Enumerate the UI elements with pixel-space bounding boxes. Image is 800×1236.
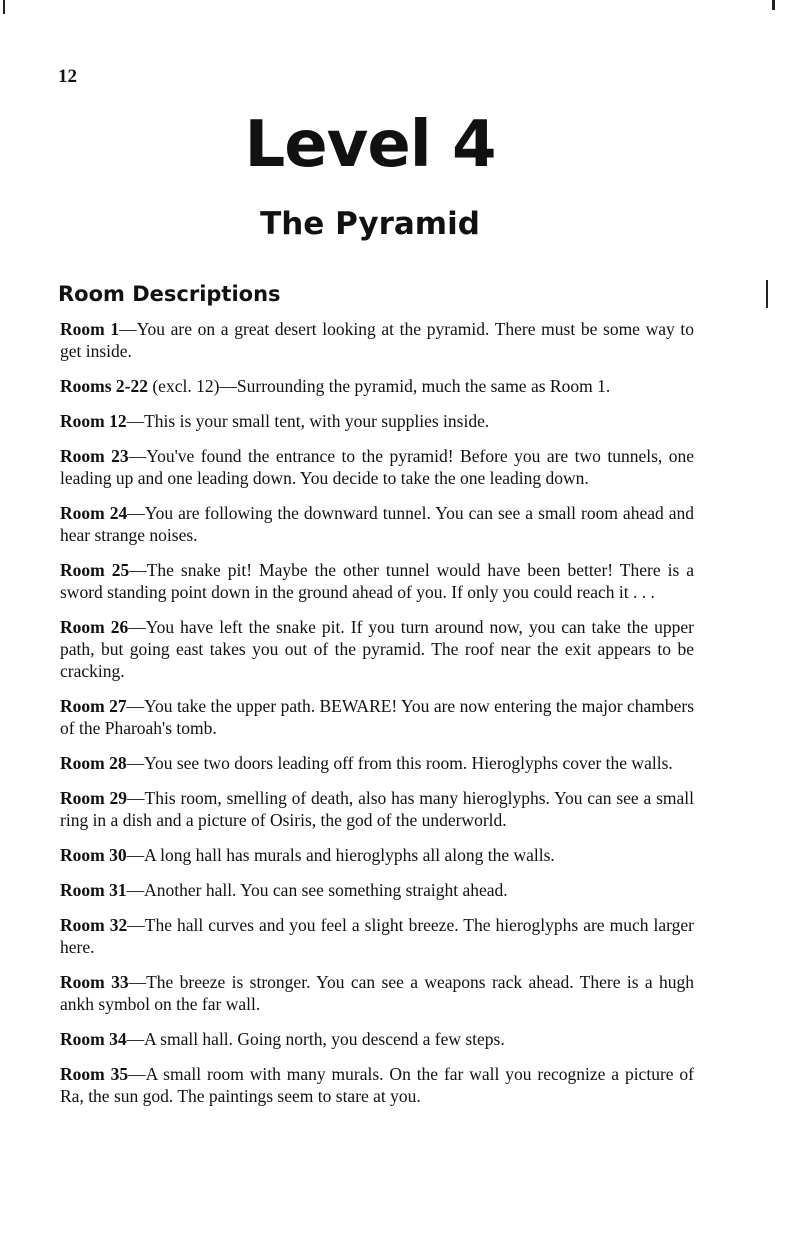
room-description (60, 445, 694, 489)
room-description (60, 695, 694, 739)
room-label: Room 26 (60, 617, 129, 637)
room-label: Room 1 (60, 319, 120, 339)
room-label: Room 31 (60, 880, 127, 900)
scan-edge-mark-margin (766, 280, 768, 308)
room-label: Room 29 (60, 788, 128, 808)
room-text: —Another hall. You can see something straight ahead. (126, 880, 508, 900)
room-text: (excl. 12)—Surrounding the pyramid, much the same as Room 1. (147, 376, 611, 396)
room-label: Room 33 (60, 972, 129, 992)
room-text: —The snake pit! Maybe the other tunnel would have been better! There is a sword standing point down in the ground ahead of you. If only you could reach it . . . (60, 560, 695, 602)
room-label: Room 27 (60, 696, 127, 716)
room-label: Room 30 (60, 845, 127, 865)
room-description (60, 1028, 694, 1050)
room-label: Room 12 (60, 411, 127, 431)
room-label: Room 24 (60, 503, 128, 523)
room-description (60, 844, 694, 866)
room-description (60, 375, 694, 397)
room-description (60, 318, 694, 362)
page-number: 12 (58, 66, 77, 87)
room-description (60, 787, 694, 831)
room-label: Room 34 (60, 1029, 127, 1049)
room-label: Room 35 (60, 1064, 129, 1084)
room-text: —You are on a great desert looking at the pyramid. There must be some way to get inside. (60, 319, 695, 361)
room-text: —You've found the entrance to the pyramid! Before you are two tunnels, one leading up and one leading down. You decide to take the one leading down. (60, 446, 694, 488)
section-heading: Room Descriptions (58, 282, 281, 306)
level-title: Level 4 (244, 108, 496, 182)
room-description (60, 971, 694, 1015)
room-text: —The breeze is stronger. You can see a weapons rack ahead. There is a hugh ankh symbol on the far wall. (60, 972, 694, 1014)
level-subtitle: The Pyramid (260, 206, 480, 242)
room-description (60, 410, 694, 432)
room-description (60, 752, 694, 774)
room-label: Room 32 (60, 915, 128, 935)
room-text: —This room, smelling of death, also has many hieroglyphs. You can see a small ring in a dish and a picture of Osiris, the god of the underworld. (60, 788, 694, 830)
room-text: —You have left the snake pit. If you turn around now, you can take the upper path, but going east takes you out of the pyramid. The roof near the exit appears to be cracking. (60, 617, 694, 681)
room-label: Room 28 (60, 753, 127, 773)
room-description (60, 914, 694, 958)
room-text: —A long hall has murals and hieroglyphs all along the walls. (126, 845, 555, 865)
room-descriptions-list (60, 318, 694, 1120)
room-description (60, 879, 694, 901)
room-label: Rooms 2-22 (60, 376, 148, 396)
room-label: Room 23 (60, 446, 129, 466)
room-text: —A small room with many murals. On the far wall you recognize a picture of Ra, the sun god. The paintings seem to stare at you. (60, 1064, 694, 1106)
room-text: —This is your small tent, with your supplies inside. (126, 411, 490, 431)
room-text: —You see two doors leading off from this room. Hieroglyphs cover the walls. (126, 753, 673, 773)
room-text: —You take the upper path. BEWARE! You are now entering the major chambers of the Pharoah's tomb. (60, 696, 694, 738)
room-label: Room 25 (60, 560, 130, 580)
room-text: —The hall curves and you feel a slight breeze. The hieroglyphs are much larger here. (60, 915, 695, 957)
scan-edge-mark-left (3, 0, 5, 14)
room-description (60, 616, 694, 682)
room-text: —A small hall. Going north, you descend a few steps. (126, 1029, 505, 1049)
room-text: —You are following the downward tunnel. You can see a small room ahead and hear strange noises. (60, 503, 695, 545)
room-description (60, 1063, 694, 1107)
scan-edge-mark-right (772, 0, 775, 10)
room-description (60, 502, 694, 546)
room-description (60, 559, 694, 603)
